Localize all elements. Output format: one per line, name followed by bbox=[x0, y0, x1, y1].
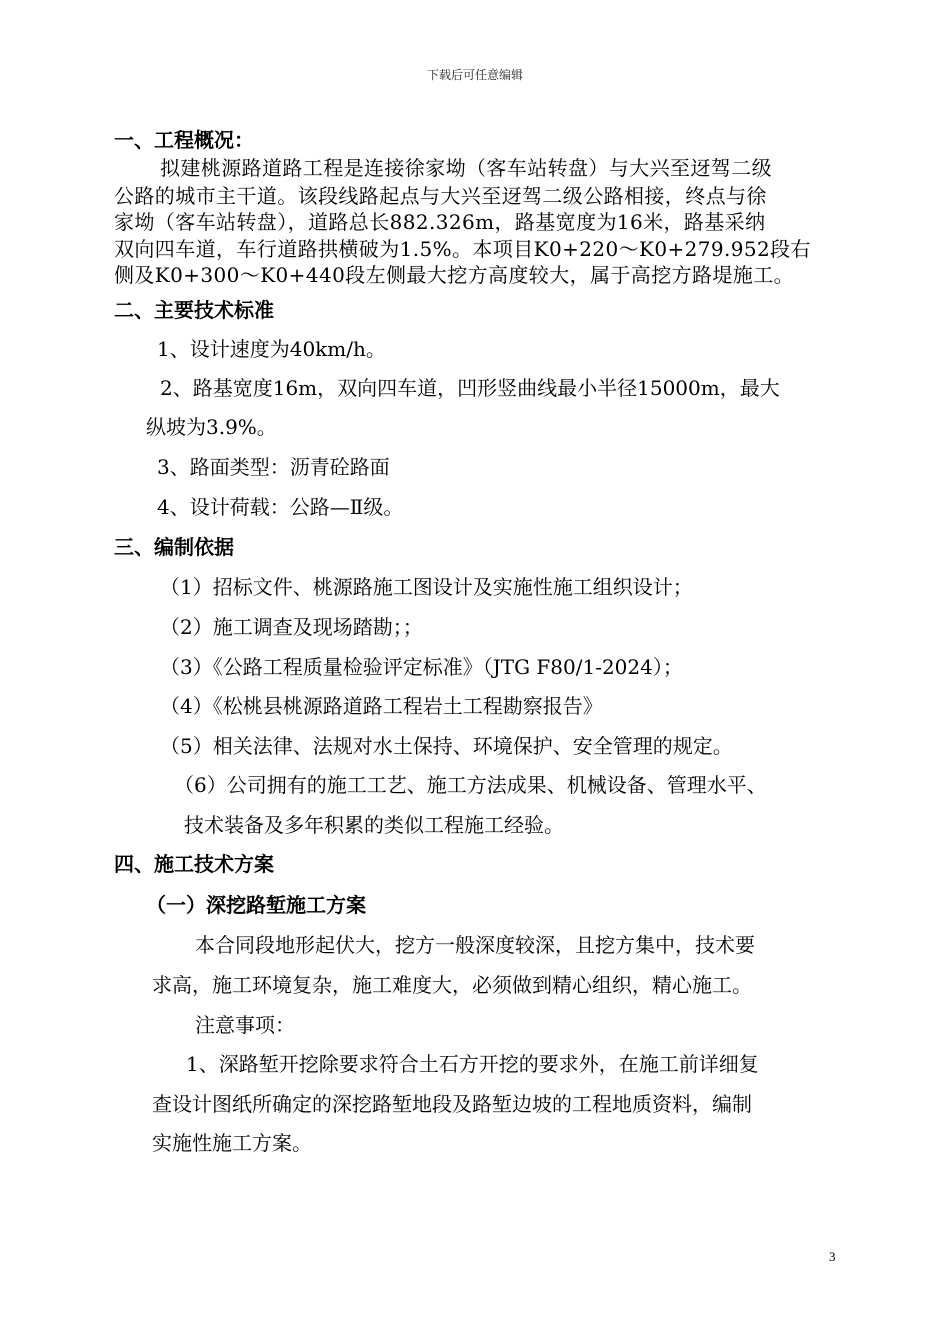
header-note: 下载后可任意编辑 bbox=[426, 68, 523, 82]
subsection-heading-deep-cut: （一）深挖路堑施工方案 bbox=[146, 893, 366, 917]
overview-line: 双向四车道，车行道路拱横破为1.5%。本项目K0+220～K0+279.952段右 bbox=[114, 237, 811, 261]
overview-line: 公路的城市主干道。该段线路起点与大兴至迓驾二级公路相接，终点与徐 bbox=[114, 184, 767, 208]
section-heading-technical-plan: 四、施工技术方案 bbox=[114, 852, 274, 876]
standards-item: 1、设计速度为40km/h。 bbox=[157, 337, 386, 361]
plan-line: 实施性施工方案。 bbox=[152, 1131, 312, 1155]
standards-item: 3、路面类型：沥青砼路面 bbox=[157, 455, 390, 479]
basis-item: （3）《公路工程质量检验评定标准》（JTG F80/1-2024）； bbox=[160, 655, 683, 679]
basis-item: （5）相关法律、法规对水土保持、环境保护、安全管理的规定。 bbox=[160, 734, 733, 758]
basis-item: （2）施工调查及现场踏勘；； bbox=[160, 615, 423, 639]
plan-line: 注意事项： bbox=[195, 1013, 295, 1037]
plan-line: 求高，施工环境复杂，施工难度大，必须做到精心组织，精心施工。 bbox=[152, 973, 752, 997]
overview-line: 侧及K0+300～K0+440段左侧最大挖方高度较大，属于高挖方路堤施工。 bbox=[114, 263, 794, 287]
plan-line: 查设计图纸所确定的深挖路堑地段及路堑边坡的工程地质资料，编制 bbox=[152, 1092, 752, 1116]
standards-item: 4、设计荷载：公路—Ⅱ级。 bbox=[157, 495, 404, 519]
basis-item: （4）《松桃县桃源路道路工程岩土工程勘察报告》 bbox=[160, 694, 603, 718]
standards-item: 2、路基宽度16m，双向四车道，凹形竖曲线最小半径15000m，最大 bbox=[160, 376, 780, 400]
section-heading-overview: 一、工程概况： bbox=[114, 128, 254, 152]
basis-item: 技术装备及多年积累的类似工程施工经验。 bbox=[184, 813, 564, 837]
section-heading-standards: 二、主要技术标准 bbox=[114, 298, 274, 322]
basis-item: （6）公司拥有的施工工艺、施工方法成果、机械设备、管理水平、 bbox=[174, 773, 767, 797]
plan-line: 本合同段地形起伏大，挖方一般深度较深，且挖方集中，技术要 bbox=[195, 933, 755, 957]
plan-line: 1、深路堑开挖除要求符合土石方开挖的要求外，在施工前详细复 bbox=[186, 1052, 759, 1076]
section-heading-basis: 三、编制依据 bbox=[114, 535, 234, 559]
overview-line: 拟建桃源路道路工程是连接徐家坳（客车站转盘）与大兴至迓驾二级 bbox=[160, 156, 772, 180]
page-number: 3 bbox=[829, 1249, 836, 1264]
standards-item: 纵坡为3.9%。 bbox=[146, 415, 277, 439]
overview-line: 家坳（客车站转盘），道路总长882.326m，路基宽度为16米，路基采纳 bbox=[114, 210, 766, 234]
basis-item: （1）招标文件、桃源路施工图设计及实施性施工组织设计； bbox=[160, 575, 693, 599]
